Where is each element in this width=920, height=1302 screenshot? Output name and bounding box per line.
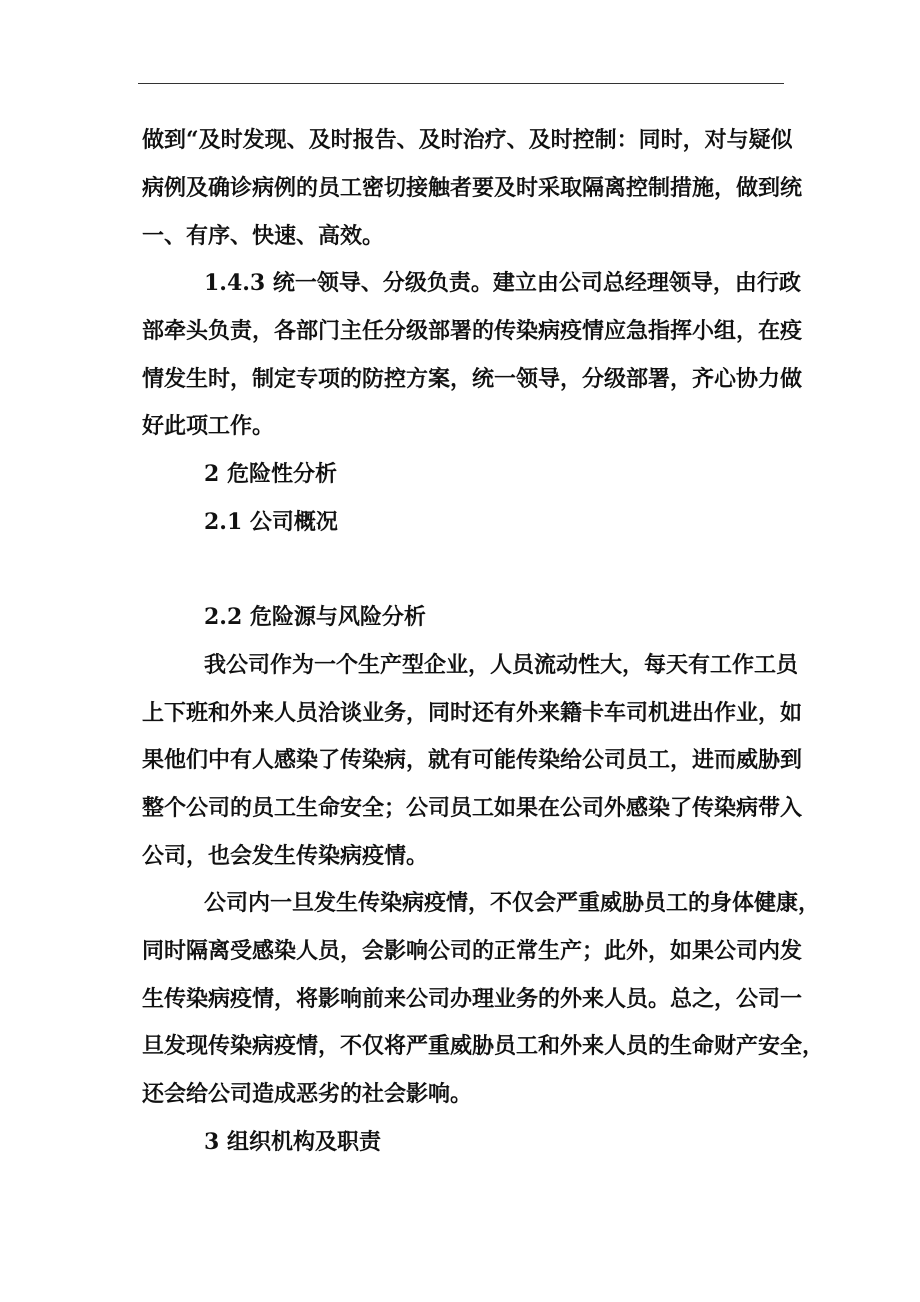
section-heading-2-1: 2.1 公司概况 <box>204 509 338 535</box>
body-line: 一、有序、快速、高效。 <box>142 223 385 249</box>
body-line: 公司，也会发生传染病疫情。 <box>142 843 429 869</box>
body-line: 旦发现传染病疫情，不仅将严重威胁员工和外来人员的生命财产安全， <box>142 1033 825 1059</box>
section-1-4-3-line: 1.4.3 统一领导、分级负责。建立由公司总经理领导，由行政 <box>204 270 801 296</box>
section-heading-2-2: 2.2 危险源与风险分析 <box>204 604 426 630</box>
body-line: 做到“及时发现、及时报告、及时治疗、及时控制：同时，对与疑似 <box>142 127 793 153</box>
body-line: 好此项工作。 <box>142 413 275 439</box>
section-heading-3: 3 组织机构及职责 <box>204 1129 381 1155</box>
section-heading-2: 2 危险性分析 <box>204 461 337 487</box>
body-line: 还会给公司造成恶劣的社会影响。 <box>142 1081 473 1107</box>
body-line: 生传染病疫情，将影响前来公司办理业务的外来人员。总之，公司一 <box>142 986 803 1012</box>
body-line: 整个公司的员工生命安全；公司员工如果在公司外感染了传染病带入 <box>142 795 803 821</box>
header-rule <box>138 83 784 84</box>
body-line: 部牵头负责，各部门主任分级部署的传染病疫情应急指挥小组，在疫 <box>142 318 803 344</box>
body-line: 病例及确诊病例的员工密切接触者要及时采取隔离控制措施，做到统 <box>142 175 803 201</box>
paragraph-line: 公司内一旦发生传染病疫情，不仅会严重威胁员工的身体健康， <box>204 890 821 916</box>
body-line: 果他们中有人感染了传染病，就有可能传染给公司员工，进而威胁到 <box>142 747 803 773</box>
body-line: 情发生时，制定专项的防控方案，统一领导，分级部署，齐心协力做 <box>142 366 803 392</box>
paragraph-line: 我公司作为一个生产型企业，人员流动性大，每天有工作工员 <box>204 652 799 678</box>
body-line: 上下班和外来人员洽谈业务，同时还有外来籍卡车司机进出作业，如 <box>142 700 803 726</box>
body-line: 同时隔离受感染人员，会影响公司的正常生产；此外，如果公司内发 <box>142 938 803 964</box>
